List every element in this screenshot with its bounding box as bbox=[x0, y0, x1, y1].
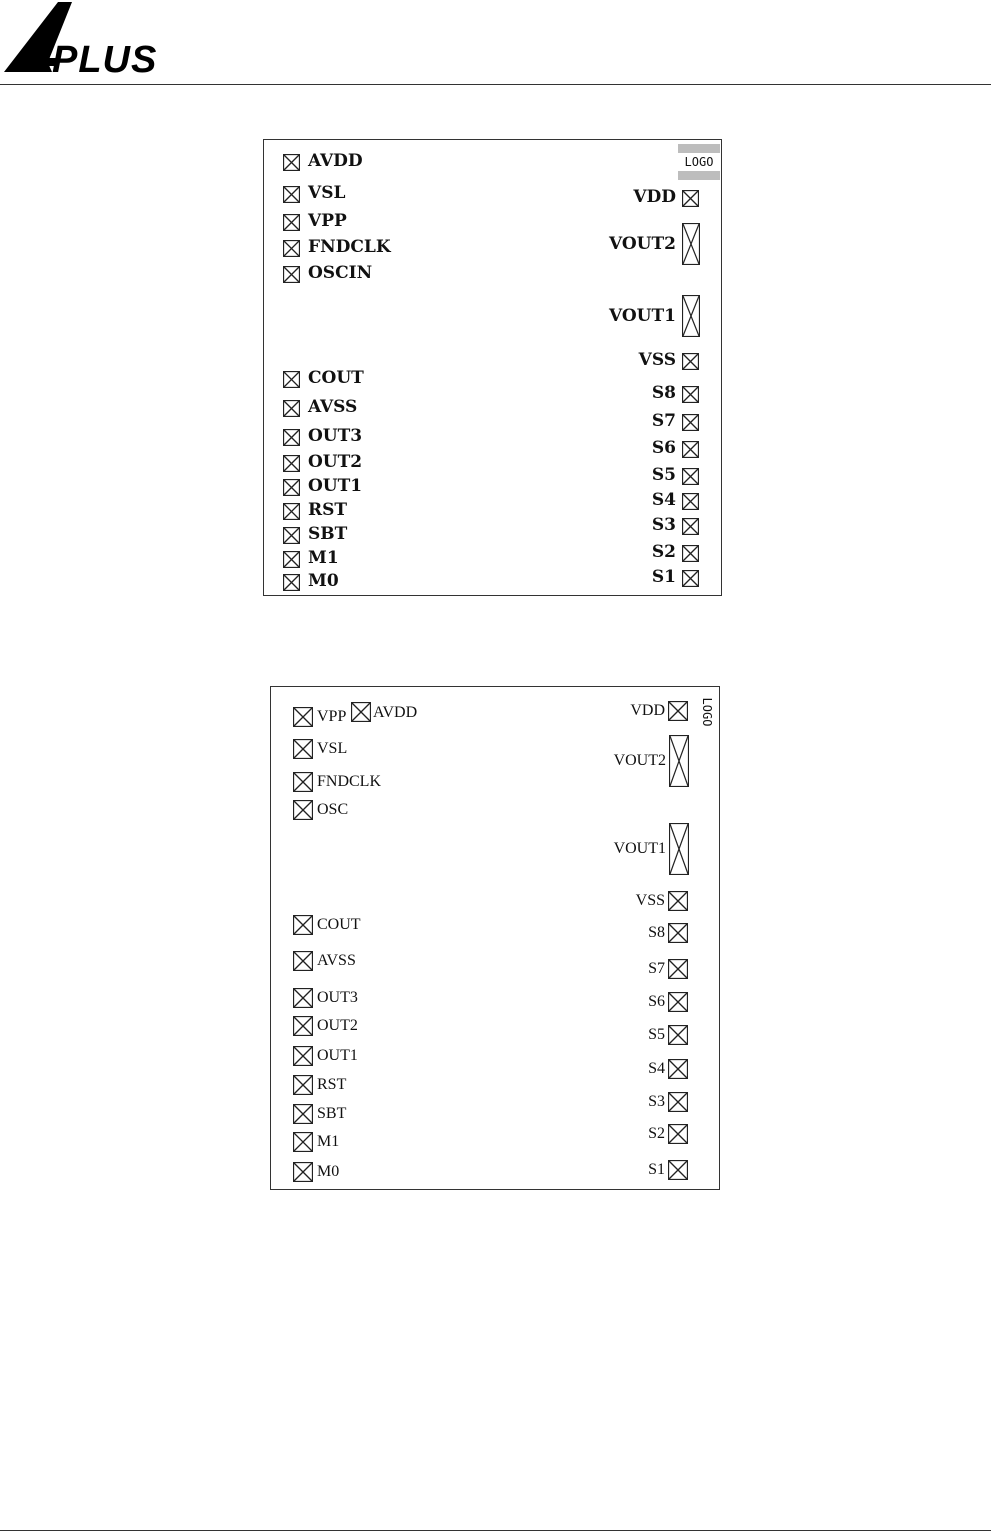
pad-label-s4: S4 bbox=[648, 1060, 665, 1077]
bond-pad-icon bbox=[682, 570, 699, 587]
bond-pad-icon bbox=[293, 1162, 313, 1182]
bond-pad-icon bbox=[283, 186, 300, 203]
pad-label-s2: S2 bbox=[648, 1125, 665, 1142]
bond-pad-icon bbox=[682, 493, 699, 510]
bond-pad-icon bbox=[668, 1059, 688, 1079]
pad-label-out2: OUT2 bbox=[317, 1017, 358, 1034]
bond-pad-icon bbox=[668, 992, 688, 1012]
pad-label-rst: RST bbox=[317, 1076, 347, 1093]
pad-label-s5: S5 bbox=[648, 1026, 665, 1043]
bond-pad-icon bbox=[283, 527, 300, 544]
bond-pad-icon bbox=[351, 702, 371, 722]
pad-label-out2: OUT2 bbox=[308, 452, 363, 472]
pad-label-vsl: VSL bbox=[317, 740, 348, 757]
pad-label-m1: M1 bbox=[317, 1133, 340, 1150]
bond-pad-icon bbox=[668, 891, 688, 911]
pad-label-vpp: VPP bbox=[317, 708, 347, 725]
bond-pad-icon bbox=[283, 574, 300, 591]
header-rule bbox=[0, 84, 991, 85]
pad-label-vout2: VOUT2 bbox=[608, 234, 676, 254]
bond-pad-icon bbox=[668, 923, 688, 943]
brand-text: PLUS bbox=[52, 39, 158, 78]
pad-label-vout1: VOUT1 bbox=[613, 840, 666, 857]
pad-label-vdd: VDD bbox=[633, 187, 676, 207]
bond-pad-icon bbox=[293, 707, 313, 727]
bond-pad-icon bbox=[293, 988, 313, 1008]
pad-label-s3: S3 bbox=[648, 1093, 665, 1110]
bond-pad-icon bbox=[682, 223, 700, 265]
aplus-logo bbox=[0, 0, 182, 78]
pad-label-s8: S8 bbox=[651, 383, 676, 403]
logo-label: LOGO bbox=[700, 697, 714, 727]
bond-pad-icon bbox=[293, 800, 313, 820]
bond-pad-icon bbox=[283, 479, 300, 496]
bond-pad-icon bbox=[293, 1075, 313, 1095]
pad-label-m1: M1 bbox=[308, 548, 339, 568]
pad-layout-diagram-1 bbox=[263, 139, 722, 596]
pad-label-s6: S6 bbox=[651, 438, 676, 458]
bond-pad-icon bbox=[283, 154, 300, 171]
pad-label-out3: OUT3 bbox=[308, 426, 363, 446]
pad-label-avss: AVSS bbox=[308, 397, 358, 417]
pad-label-s6: S6 bbox=[648, 993, 665, 1010]
bond-pad-icon bbox=[283, 371, 300, 388]
bond-pad-icon bbox=[682, 386, 699, 403]
bond-pad-icon bbox=[283, 429, 300, 446]
bond-pad-icon bbox=[669, 823, 689, 875]
bond-pad-icon bbox=[283, 214, 300, 231]
bond-pad-icon bbox=[682, 545, 699, 562]
pad-label-vout2: VOUT2 bbox=[613, 752, 666, 769]
bond-pad-icon bbox=[293, 739, 313, 759]
pad-label-rst: RST bbox=[308, 500, 348, 520]
pad-label-avdd: AVDD bbox=[308, 151, 363, 171]
bond-pad-icon bbox=[682, 353, 699, 370]
logo-marker bbox=[699, 687, 715, 739]
pad-label-m0: M0 bbox=[308, 571, 339, 591]
pad-label-fndclk: FNDCLK bbox=[308, 237, 391, 257]
aplus-logo-graphic bbox=[0, 0, 182, 78]
pad-label-vss: VSS bbox=[635, 892, 665, 909]
pad-label-m0: M0 bbox=[317, 1163, 340, 1180]
bond-pad-icon bbox=[668, 1160, 688, 1180]
pad-label-cout: COUT bbox=[317, 916, 361, 933]
bond-pad-icon bbox=[682, 190, 699, 207]
bond-pad-icon bbox=[293, 1104, 313, 1124]
pad-label-s8: S8 bbox=[648, 924, 665, 941]
pad-label-avss: AVSS bbox=[317, 952, 356, 969]
pad-label-fndclk: FNDCLK bbox=[317, 773, 382, 790]
pad-label-out1: OUT1 bbox=[317, 1047, 358, 1064]
bond-pad-icon bbox=[668, 1092, 688, 1112]
footer-rule bbox=[0, 1530, 991, 1531]
pad-label-avdd: AVDD bbox=[373, 704, 418, 721]
pad-label-s7: S7 bbox=[651, 411, 676, 431]
pad-label-oscin: OSCIN bbox=[308, 263, 373, 283]
pad-label-out3: OUT3 bbox=[317, 989, 358, 1006]
bond-pad-icon bbox=[283, 551, 300, 568]
bond-pad-icon bbox=[682, 441, 699, 458]
bond-pad-icon bbox=[293, 951, 313, 971]
bond-pad-icon bbox=[682, 468, 699, 485]
bond-pad-icon bbox=[293, 1016, 313, 1036]
bond-pad-icon bbox=[283, 400, 300, 417]
pad-label-sbt: SBT bbox=[317, 1105, 347, 1122]
bond-pad-icon bbox=[668, 959, 688, 979]
bond-pad-icon bbox=[668, 1124, 688, 1144]
bond-pad-icon bbox=[283, 240, 300, 257]
bond-pad-icon bbox=[669, 735, 689, 787]
bond-pad-icon bbox=[293, 772, 313, 792]
pad-label-s7: S7 bbox=[648, 960, 665, 977]
pad-label-s1: S1 bbox=[648, 1161, 665, 1178]
pad-label-vout1: VOUT1 bbox=[608, 306, 676, 326]
pad-layout-diagram-2 bbox=[270, 686, 720, 1190]
pad-label-s2: S2 bbox=[651, 542, 676, 562]
bond-pad-icon bbox=[682, 414, 699, 431]
pad-label-vsl: VSL bbox=[308, 183, 346, 203]
bond-pad-icon bbox=[682, 295, 700, 337]
pad-label-s3: S3 bbox=[651, 515, 676, 535]
bond-pad-icon bbox=[668, 1025, 688, 1045]
pad-label-sbt: SBT bbox=[308, 524, 348, 544]
pad-label-vpp: VPP bbox=[308, 211, 347, 231]
bond-pad-icon bbox=[283, 503, 300, 520]
pad-label-osc: OSC bbox=[317, 801, 349, 818]
pad-label-s5: S5 bbox=[651, 465, 676, 485]
bond-pad-icon bbox=[682, 518, 699, 535]
pad-label-s1: S1 bbox=[651, 567, 676, 587]
pad-label-cout: COUT bbox=[308, 368, 364, 388]
pad-label-s4: S4 bbox=[651, 490, 676, 510]
bond-pad-icon bbox=[293, 915, 313, 935]
bond-pad-icon bbox=[293, 1046, 313, 1066]
bond-pad-icon bbox=[283, 455, 300, 472]
pad-label-out1: OUT1 bbox=[308, 476, 363, 496]
bond-pad-icon bbox=[293, 1132, 313, 1152]
logo-label: LOGO bbox=[684, 155, 714, 169]
pad-label-vdd: VDD bbox=[630, 702, 665, 719]
bond-pad-icon bbox=[283, 266, 300, 283]
logo-marker bbox=[678, 144, 720, 180]
bond-pad-icon bbox=[668, 701, 688, 721]
pad-label-vss: VSS bbox=[638, 350, 676, 370]
